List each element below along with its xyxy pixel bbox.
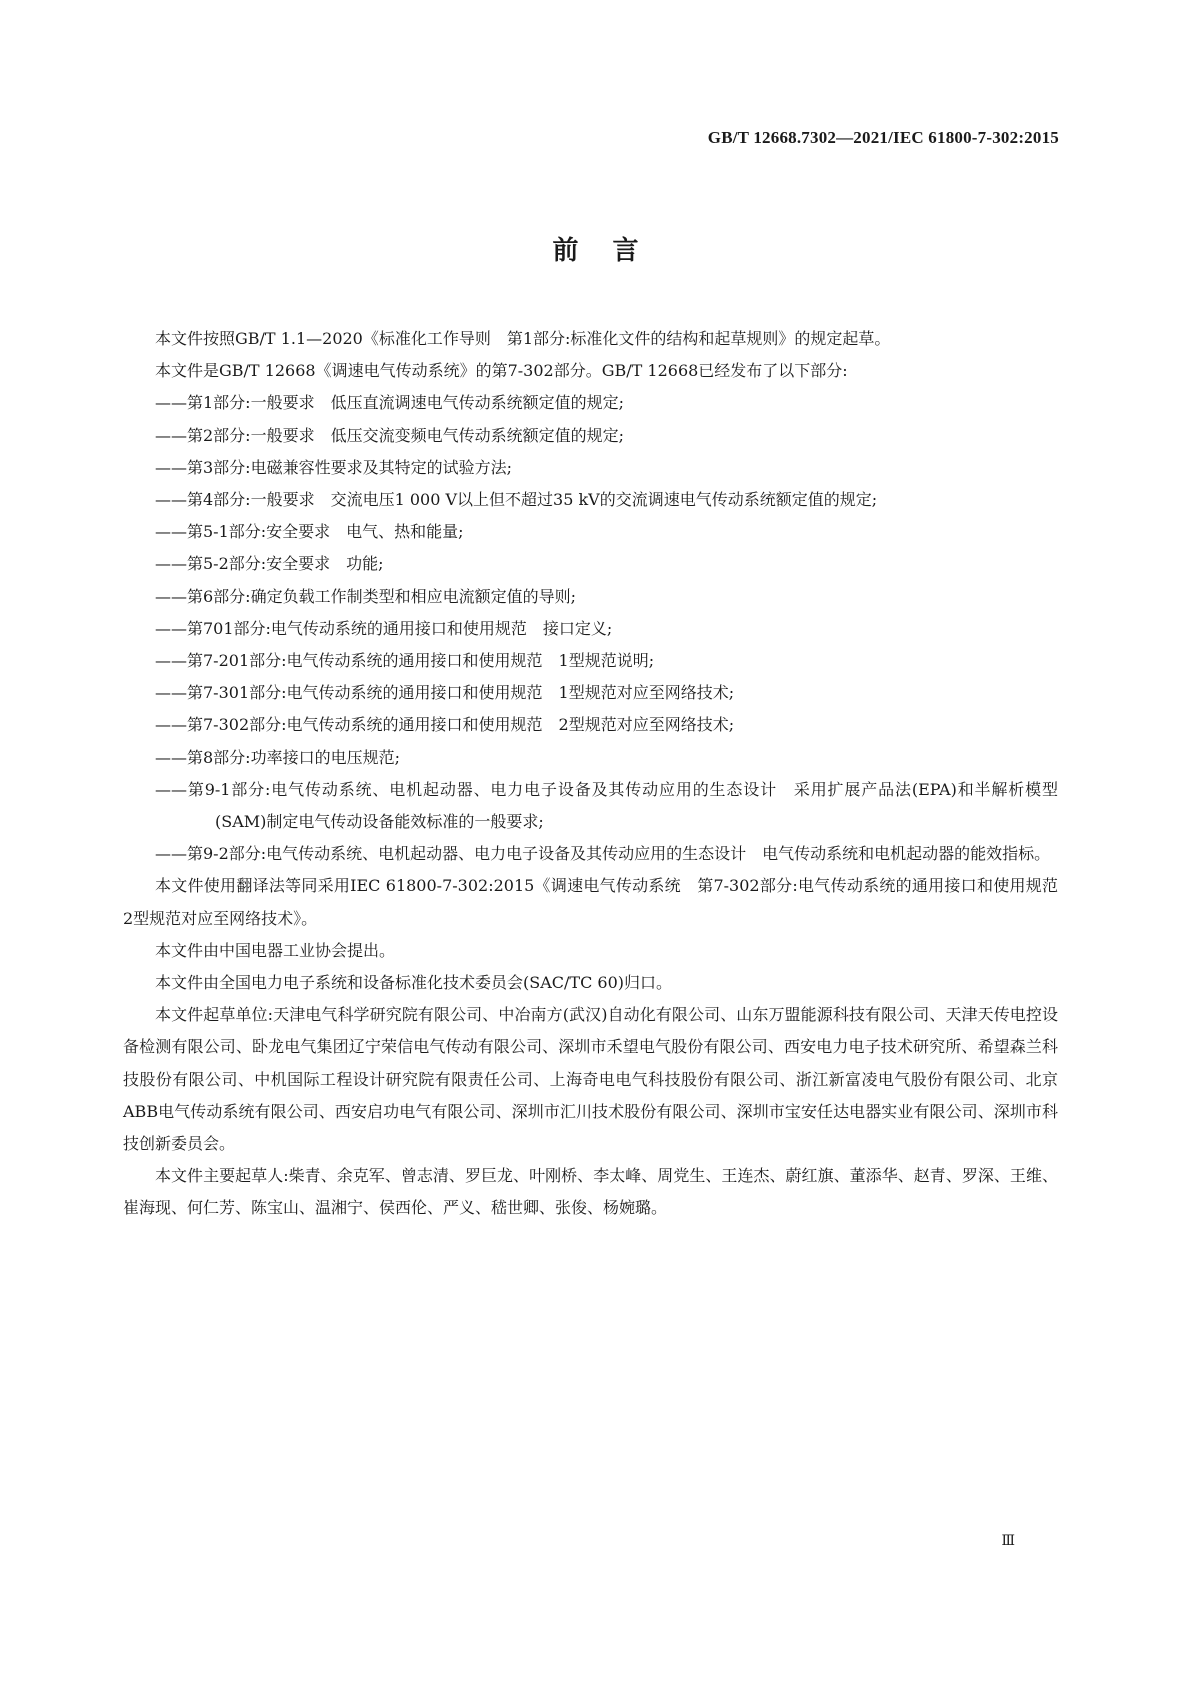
closing-paragraph: 本文件起草单位:天津电气科学研究院有限公司、中冶南方(武汉)自动化有限公司、山东万盟能源科技有限公司、天津天传电控设备检测有限公司、卧龙电气集团辽宁荣信电气传动有限公司、深圳市禾望电气股份有限公司、西安电力电子技术研究所、希望森兰科技股份有限公司、中机国际工程设计研究院有限责任公司、上海奇电电气科技股份有限公司、浙江新富凌电气股份有限公司、北京ABB电气传动系统有限公司、西安启功电气有限公司、深圳市汇川技术股份有限公司、深圳市宝安任达电器实业有限公司、深圳市科技创新委员会。 (123, 1005, 1058, 1154)
list-item: ——第701部分:电气传动系统的通用接口和使用规范 接口定义; (155, 618, 613, 638)
closing-paragraph: 本文件使用翻译法等同采用IEC 61800-7-302:2015《调速电气传动系统 第7-302部分:电气传动系统的通用接口和使用规范 2型规范对应至网络技术》。 (123, 876, 1075, 928)
list-item: ——第9-1部分:电气传动系统、电机起动器、电力电子设备及其传动应用的生态设计 采用扩展产品法(EPA)和半解析模型(SAM)制定电气传动设备能效标准的一般要求; (155, 779, 1058, 832)
list-item: ——第5-2部分:安全要求 功能; (155, 554, 384, 574)
list-item: ——第8部分:功率接口的电压规范; (155, 747, 400, 767)
intro-paragraph: 本文件按照GB/T 1.1—2020《标准化工作导则 第1部分:标准化文件的结构和起草规则》的规定起草。 (155, 329, 891, 348)
list-item: ——第2部分:一般要求 低压交流变频电气传动系统额定值的规定; (155, 425, 624, 445)
closing-paragraph: 本文件由全国电力电子系统和设备标准化技术委员会(SAC/TC 60)归口。 (155, 973, 672, 993)
list-item: ——第1部分:一般要求 低压直流调速电气传动系统额定值的规定; (155, 393, 624, 413)
list-item: ——第4部分:一般要求 交流电压1 000 V以上但不超过35 kV的交流调速电气传动系统额定值的规定; (155, 490, 878, 510)
list-item: ——第7-201部分:电气传动系统的通用接口和使用规范 1型规范说明; (155, 651, 655, 671)
closing-paragraph: 本文件由中国电器工业协会提出。 (155, 940, 396, 960)
closing-paragraph: 本文件主要起草人:柴青、余克军、曾志清、罗巨龙、叶刚桥、李太峰、周党生、王连杰、蔚红旗、董添华、赵青、罗深、王维、崔海现、何仁芳、陈宝山、温湘宁、侯西伦、严义、嵇世卿、张俊、杨婉璐。 (123, 1166, 1058, 1218)
list-item: ——第5-1部分:安全要求 电气、热和能量; (155, 522, 464, 542)
list-item: ——第6部分:确定负载工作制类型和相应电流额定值的导则; (155, 586, 576, 606)
page-number: Ⅲ (1001, 1533, 1014, 1549)
list-item: ——第7-301部分:电气传动系统的通用接口和使用规范 1型规范对应至网络技术; (155, 683, 735, 703)
list-item: ——第7-302部分:电气传动系统的通用接口和使用规范 2型规范对应至网络技术; (155, 715, 735, 735)
page-title: 前言 (552, 236, 673, 266)
list-item: ——第9-2部分:电气传动系统、电机起动器、电力电子设备及其传动应用的生态设计 电气传动系统和电机起动器的能效指标。 (155, 844, 1051, 864)
preface-body (123, 323, 1075, 1225)
intro-paragraph: 本文件是GB/T 12668《调速电气传动系统》的第7-302部分。GB/T 12668已经发布了以下部分: (155, 361, 848, 381)
list-item: ——第3部分:电磁兼容性要求及其特定的试验方法; (155, 457, 512, 477)
standard-number-header: GB/T 12668.7302—2021/IEC 61800-7-302:2015 (707, 128, 1059, 147)
